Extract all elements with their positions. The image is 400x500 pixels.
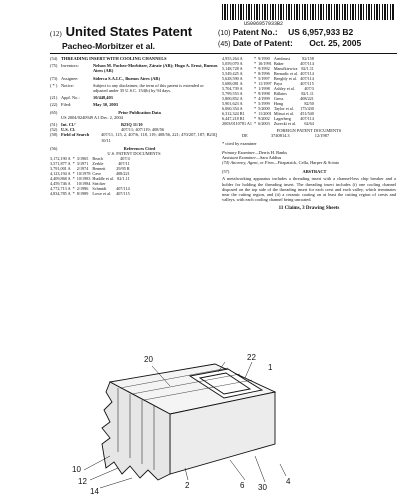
table-cell: 2/1974 bbox=[76, 166, 89, 172]
table-cell: 10/1984 bbox=[76, 181, 91, 187]
table-cell: 5,549,425 A bbox=[222, 71, 243, 76]
table-cell: * bbox=[253, 76, 257, 81]
assistant-examiner-name: Sara Addisu bbox=[259, 154, 282, 160]
table-cell: * bbox=[253, 56, 257, 61]
claims-count: 11 Claims, 3 Drawing Sheets bbox=[278, 206, 340, 212]
table-cell: * bbox=[253, 81, 257, 86]
table-row bbox=[50, 191, 132, 196]
notice-code: ( * ) bbox=[50, 82, 58, 88]
notice-label: Notice: bbox=[61, 82, 74, 88]
table-cell: 4,123,194 A bbox=[50, 171, 71, 177]
table-cell: 82/158 bbox=[302, 56, 314, 61]
table-cell: Paya bbox=[273, 81, 282, 86]
table-cell: 2/1986 bbox=[76, 186, 89, 192]
table-cell: 175/430 bbox=[300, 106, 314, 111]
ref-12: 12 bbox=[78, 477, 87, 486]
table-cell: 9/2002 bbox=[258, 116, 270, 121]
field-58-code: (58) bbox=[50, 132, 58, 138]
table-cell: 5/1999 bbox=[258, 101, 270, 106]
table-cell: 407/115 bbox=[300, 81, 314, 86]
patent-title: United States Patent bbox=[65, 24, 193, 39]
table-cell: 451/540 bbox=[300, 111, 314, 116]
right-column bbox=[222, 56, 396, 212]
appl-no: 10/448,403 bbox=[93, 95, 113, 101]
field-21-code: (21) bbox=[50, 95, 58, 101]
table-cell: 407/114 bbox=[300, 71, 314, 76]
table-cell: 11/2001 bbox=[258, 111, 272, 116]
table-cell: Hong bbox=[273, 101, 284, 106]
field-51-code: (51) bbox=[50, 122, 58, 128]
patent-header-right bbox=[218, 27, 361, 49]
table-cell: Armbrust bbox=[273, 56, 290, 61]
field-21 bbox=[50, 95, 218, 100]
table-cell: * bbox=[253, 61, 257, 66]
table-cell: 4,459,746 A bbox=[50, 181, 71, 187]
us-docs-table bbox=[50, 156, 132, 196]
inventors-label: Inventors: bbox=[61, 63, 79, 69]
table-cell: Schmidt bbox=[92, 186, 107, 192]
table-cell: 9/1998 bbox=[258, 91, 270, 96]
table-cell: 3,791,001 A bbox=[50, 166, 71, 172]
table-cell: Baker bbox=[273, 61, 284, 66]
table-cell: 1/1998 bbox=[258, 86, 270, 91]
table-cell: 29/95 R bbox=[116, 166, 130, 172]
table-cell: Gress bbox=[273, 96, 284, 101]
assistant-examiner-label: Assistant Examiner— bbox=[222, 154, 260, 160]
us-cl-label: U.S. Cl. bbox=[61, 127, 76, 133]
table-cell: 8/1996 bbox=[258, 71, 270, 76]
patent-no-code: (10) bbox=[218, 30, 231, 37]
field-54 bbox=[50, 56, 218, 61]
table-cell: 4,772,713 A bbox=[50, 186, 71, 192]
table-cell: Stricker bbox=[92, 181, 106, 187]
barcode-number: US006957933B2 bbox=[244, 21, 284, 27]
foreign-country: DE bbox=[242, 133, 248, 139]
assignee: Siderca S.A.I.C., Buenos Aires (AR) bbox=[93, 75, 161, 81]
table-cell: * bbox=[253, 91, 257, 96]
table-cell: 6,060,354 A bbox=[222, 106, 243, 111]
table-cell: Ashley et al. bbox=[273, 86, 295, 91]
table-cell: * bbox=[253, 111, 257, 116]
table-cell: 2003/0110781 A1 bbox=[222, 121, 252, 126]
inventor-line: Pacheo-Morbitzer et al. bbox=[62, 41, 156, 51]
references-title: References Cited bbox=[123, 145, 156, 151]
ref-22: 22 bbox=[247, 353, 256, 362]
table-cell: 407/114 bbox=[300, 61, 314, 66]
date-code: (45) bbox=[218, 41, 231, 48]
table-cell: * bbox=[72, 156, 75, 162]
table-cell: 82/1.11 bbox=[301, 91, 314, 96]
table-cell: 3/1971 bbox=[76, 161, 89, 167]
table-cell: 5,148,728 A bbox=[222, 66, 243, 71]
table-cell: 6,447,218 B1 bbox=[222, 116, 245, 121]
field-of-search-label: Field of Search bbox=[61, 132, 90, 138]
table-cell: 5,704,739 A bbox=[222, 86, 243, 91]
table-cell: 4/1999 bbox=[258, 96, 270, 101]
table-cell: * bbox=[253, 66, 257, 71]
appl-no-label: Appl. No.: bbox=[61, 95, 80, 101]
threading-insert-drawing bbox=[40, 352, 310, 497]
foreign-number: 3740814.3 bbox=[270, 133, 290, 139]
table-cell: 4,409,868 A bbox=[50, 176, 71, 182]
abstract-text: A metalworking apparatus includes a threading insert with a channel-less chip breaker and a holder for holding the threading insert. The threading insert includes (i) one cooling channel disposed on the top side of the threading insert for each crest and each valley, which terminates near the cutting region, and (ii) a ceramic coating on at least the cutting region of crests and valleys, with each cooling channel being uncoated. bbox=[222, 176, 396, 203]
field-of-search: 407/11, 115, 2, 407/6, 118, 119; 408/56, 221; 470/207, 187; B23Q 10/11 bbox=[101, 132, 218, 143]
ref-10: 10 bbox=[72, 465, 81, 474]
table-cell: 407/115 bbox=[116, 191, 130, 197]
patent-no-label: Patent No.: bbox=[232, 27, 278, 37]
table-cell: Beeghly et al. bbox=[273, 76, 297, 81]
barcode bbox=[222, 4, 394, 20]
ref-1: 1 bbox=[268, 363, 273, 372]
table-cell: 9/1992 bbox=[258, 66, 270, 71]
field-73-code: (73) bbox=[50, 75, 58, 81]
patent-date: Oct. 25, 2005 bbox=[309, 38, 362, 48]
table-cell: * bbox=[72, 186, 75, 192]
table-cell: 9/1990 bbox=[258, 56, 270, 61]
table-cell: Taylor et al. bbox=[273, 106, 294, 111]
ref-6: 6 bbox=[240, 481, 245, 490]
table-cell: 407/114 bbox=[300, 76, 314, 81]
field-notice bbox=[50, 83, 218, 93]
table-cell: 407/3 bbox=[304, 86, 314, 91]
us-docs-title: U.S. PATENT DOCUMENTS bbox=[107, 151, 161, 157]
field-58 bbox=[50, 132, 218, 142]
prior-pub-row: US 2004/0240949 A1 Dec. 2, 2004 bbox=[61, 114, 123, 120]
table-cell: 407/4 bbox=[120, 156, 130, 162]
table-cell: 407/11 bbox=[118, 161, 130, 167]
table-cell: 5,628,590 A bbox=[222, 76, 243, 81]
left-column bbox=[50, 56, 218, 196]
ref-4: 4 bbox=[286, 477, 291, 486]
table-cell: * bbox=[253, 116, 257, 121]
table-cell: * bbox=[253, 106, 257, 111]
date-label: Date of Patent: bbox=[232, 38, 293, 48]
table-cell: Huddle et al. bbox=[92, 176, 114, 182]
abstract-code: (57) bbox=[222, 169, 230, 175]
table-cell: * bbox=[72, 191, 75, 197]
table-row bbox=[222, 121, 316, 126]
table-cell: 62/64 bbox=[304, 121, 314, 126]
attorney-label: (74) Attorney, Agent, or Firm— bbox=[222, 160, 278, 166]
header-rule bbox=[50, 53, 397, 54]
primary-examiner-label: Primary Examiner— bbox=[222, 149, 259, 155]
table-cell: 5,901,623 A bbox=[222, 101, 243, 106]
table-cell: 5/2000 bbox=[258, 106, 270, 111]
table-cell: 82/1.11 bbox=[301, 66, 314, 71]
notice-text: Subject to any disclaimer, the term of this patent is extended or adjusted under 35 U.S.C. 154(b) by 94 days. bbox=[93, 82, 204, 94]
ref-14: 14 bbox=[90, 487, 99, 496]
country-code: (12) bbox=[50, 30, 62, 38]
table-cell: 407/114 bbox=[116, 186, 130, 192]
assignee-label: Assignee: bbox=[61, 75, 79, 81]
table-cell: Lagerberg bbox=[273, 116, 291, 121]
table-cell: 5/1997 bbox=[258, 76, 270, 81]
table-cell: 10/1991 bbox=[258, 61, 272, 66]
table-cell: 5,059,070 A bbox=[222, 61, 243, 66]
field-22 bbox=[50, 102, 218, 107]
table-cell: 408/221 bbox=[115, 171, 130, 177]
table-cell: * bbox=[253, 71, 257, 76]
table-cell: 4,834,785 A bbox=[50, 191, 71, 197]
field-73 bbox=[50, 76, 218, 81]
ref-30: 30 bbox=[258, 483, 267, 492]
foreign-doc-row bbox=[222, 133, 396, 138]
table-cell: Lowe et al. bbox=[92, 191, 112, 197]
invention-title: THREADING INSERT WITH COOLING CHANNELS bbox=[61, 56, 167, 61]
patent-header-left bbox=[50, 23, 192, 51]
field-52-code: (52) bbox=[50, 127, 58, 133]
primary-examiner-name: Derris H. Banks bbox=[258, 149, 288, 155]
table-cell: Bennett bbox=[92, 166, 106, 172]
int-cl: B23Q 11/10 bbox=[121, 122, 143, 128]
field-56-code: (56) bbox=[50, 145, 58, 151]
table-cell: Mitsui et al. bbox=[273, 111, 294, 116]
ref-20: 20 bbox=[144, 355, 153, 364]
ref-2: 2 bbox=[185, 481, 190, 490]
table-cell: * bbox=[253, 96, 257, 101]
table-cell: 5,800,852 A bbox=[222, 96, 243, 101]
foreign-date: 12/1987 bbox=[314, 133, 330, 139]
table-cell: Cave bbox=[92, 171, 102, 177]
table-cell: * bbox=[253, 121, 257, 126]
table-cell: 3,571,877 A bbox=[50, 161, 71, 167]
table-cell: 3/1965 bbox=[76, 156, 89, 162]
table-cell: 82/1.11 bbox=[117, 176, 130, 182]
field-75-code: (75) bbox=[50, 63, 58, 69]
field-54-code: (54) bbox=[50, 56, 58, 61]
us-cl: 407/11; 407/119; 408/56 bbox=[121, 127, 165, 133]
table-cell: 8/1989 bbox=[76, 191, 89, 197]
table-cell: Bernadic et al. bbox=[273, 71, 299, 76]
attorney bbox=[222, 160, 396, 165]
inventors: Nelson M. Pacheo-Morbitzer, Zárate (AR); Hugo A. Ernst, Buenos Aires (AR) bbox=[93, 63, 218, 74]
refs-table bbox=[222, 56, 316, 126]
table-cell: 6/2003 bbox=[258, 121, 270, 126]
table-cell: 5,688,081 A bbox=[222, 81, 243, 86]
filed-date: May 30, 2003 bbox=[93, 102, 118, 108]
table-cell: * bbox=[253, 101, 257, 106]
table-cell: Billatos bbox=[273, 91, 287, 96]
attorney-name: Fitzpatrick, Cella, Harper & Scinto bbox=[277, 160, 340, 166]
table-cell: 408/221 bbox=[300, 96, 314, 101]
table-cell: Mansfkiewicz bbox=[273, 66, 298, 71]
table-cell: Beach bbox=[92, 156, 103, 162]
table-cell: * bbox=[253, 86, 257, 91]
table-cell: 4,955,264 A bbox=[222, 56, 243, 61]
table-cell: 6,312,324 B1 bbox=[222, 111, 245, 116]
table-cell: * bbox=[72, 176, 75, 182]
table-cell: * bbox=[72, 161, 75, 167]
cited-by: * cited by examiner bbox=[222, 141, 257, 147]
patent-number: US 6,957,933 B2 bbox=[288, 27, 354, 37]
table-cell: Zerkle bbox=[92, 161, 104, 167]
abstract-title: ABSTRACT bbox=[302, 169, 327, 175]
field-22-code: (22) bbox=[50, 102, 58, 108]
table-cell: 82/50 bbox=[304, 101, 314, 106]
field-65-code: (65) bbox=[50, 109, 58, 115]
table-cell: 3,172,190 A bbox=[50, 156, 71, 162]
table-cell: 407/114 bbox=[300, 116, 314, 121]
filed-label: Filed: bbox=[61, 102, 72, 108]
field-75 bbox=[50, 63, 218, 73]
table-cell: * bbox=[72, 171, 75, 177]
foreign-docs-title: FOREIGN PATENT DOCUMENTS bbox=[276, 128, 342, 133]
prior-pub-title: Prior Publication Data bbox=[118, 109, 161, 115]
table-cell: Zurecki et al. bbox=[273, 121, 297, 126]
int-cl-label: Int. Cl.⁷ bbox=[61, 122, 76, 128]
table-cell: 10/1978 bbox=[76, 171, 91, 177]
abstract-heading bbox=[222, 169, 396, 174]
table-cell: 11/1997 bbox=[258, 81, 272, 86]
table-cell: 10/1983 bbox=[76, 176, 91, 182]
table-cell: 5,799,553 A bbox=[222, 91, 243, 96]
